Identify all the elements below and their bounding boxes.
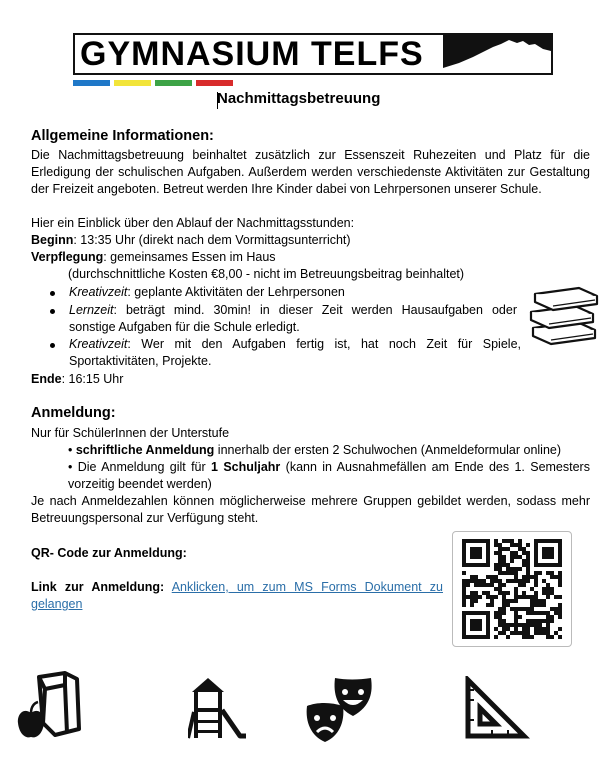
registration-item-post: (kann in Ausnahmefällen am Ende des 1. Semesters vorzeitig beendet werden): [68, 460, 590, 491]
document-title: Nachmittagsbetreuung: [217, 90, 381, 107]
stripe-yellow: [114, 80, 151, 86]
activity-item: [69, 336, 521, 370]
stripe-green: [155, 80, 192, 86]
meal-line: [31, 249, 276, 266]
general-intro-paragraph: Die Nachmittagsbetreuung beinhaltet zusätzlich zur Essenszeit Ruhezeiten und Platz für die Erledigung der schulischen Aufgaben. Außerdem werden verschiedenste Aktivitäten zur Gestaltung der Freizeit angeboten. Betreut werden Ihre Kinder dabei von Lehrpersonen unserer Schule.: [31, 148, 590, 196]
stripe-blue: [73, 80, 110, 86]
end-label: Ende: [31, 372, 62, 386]
mountain-logo-icon: [443, 35, 551, 73]
color-stripes: [73, 80, 233, 86]
registration-item-bold: schriftliche Anmeldung: [75, 443, 215, 457]
activity-label: Lernzeit: [69, 303, 114, 317]
schedule-intro: Hier ein Einblick über den Ablauf der Nachmittagsstunden:: [31, 216, 355, 230]
registration-item: • schriftliche Anmeldung innerhalb der ersten 2 Schulwochen (Anmeldeformular online): [68, 443, 562, 457]
stripe-red: [196, 80, 233, 86]
activity-text: : geplante Aktivitäten der Lehrpersonen: [127, 285, 345, 299]
activity-item: [69, 284, 529, 301]
activity-text: : Wer mit den Aufgaben fertig ist, hat noch Zeit für Spiele, Sportaktivitäten, Projekte.: [69, 337, 521, 368]
begin-label: Beginn: [31, 233, 74, 247]
ms-forms-link[interactable]: Anklicken, um zum MS Forms Dokument zu gelangen: [31, 580, 443, 611]
set-square-icon: [462, 676, 530, 740]
meal-cost-note: (durchschnittliche Kosten €8,00 - nicht im Betreuungsbeitrag beinhaltet): [68, 267, 465, 281]
end-text: : 16:15 Uhr: [61, 372, 124, 386]
registration-item-bold: 1 Schuljahr: [211, 460, 281, 474]
activity-text: : beträgt mind. 30min! in dieser Zeit werden Hausaufgaben oder sonstige Aufgaben für die Schule erledigt.: [69, 303, 517, 334]
registration-item: • Die Anmeldung gilt für 1 Schuljahr (kann in Ausnahmefällen am Ende des 1. Semesters vorzeitig beendet werden): [68, 460, 590, 491]
meal-text: : gemeinsames Essen im Haus: [103, 250, 276, 264]
activity-label: Kreativzeit: [69, 337, 128, 351]
end-line: [31, 371, 123, 388]
general-info-heading: Allgemeine Informationen:: [31, 128, 214, 144]
lunch-bag-apple-icon: [15, 667, 83, 741]
begin-text: : 13:35 Uhr (direkt nach dem Vormittagsunterricht): [73, 233, 351, 247]
theater-masks-icon: [305, 676, 375, 744]
registration-heading: Anmeldung:: [31, 405, 116, 421]
school-name: GYMNASIUM TELFS: [80, 35, 424, 73]
link-label: Link zur Anmeldung:: [31, 580, 165, 594]
activity-item: [69, 302, 517, 336]
meal-label: Verpflegung: [31, 250, 104, 264]
registration-audience: Nur für SchülerInnen der Unterstufe: [31, 426, 230, 440]
qr-code-icon: [462, 539, 562, 639]
registration-item-text: innerhalb der ersten 2 Schulwochen (Anmeldeformular online): [214, 443, 562, 457]
activity-label: Kreativzeit: [69, 285, 128, 299]
playground-slide-icon: [188, 676, 246, 740]
begin-line: [31, 232, 351, 249]
books-icon: [525, 282, 601, 346]
qr-code-frame[interactable]: [452, 531, 572, 647]
link-paragraph: [31, 579, 443, 613]
qr-label: QR- Code zur Anmeldung:: [31, 546, 187, 560]
groups-note: Je nach Anmeldezahlen können möglicherweise mehrere Gruppen gebildet werden, sodass mehr Betreuungspersonal zur Verfügung steht.: [31, 494, 590, 525]
registration-item-pre: Die Anmeldung gilt für: [77, 460, 212, 474]
